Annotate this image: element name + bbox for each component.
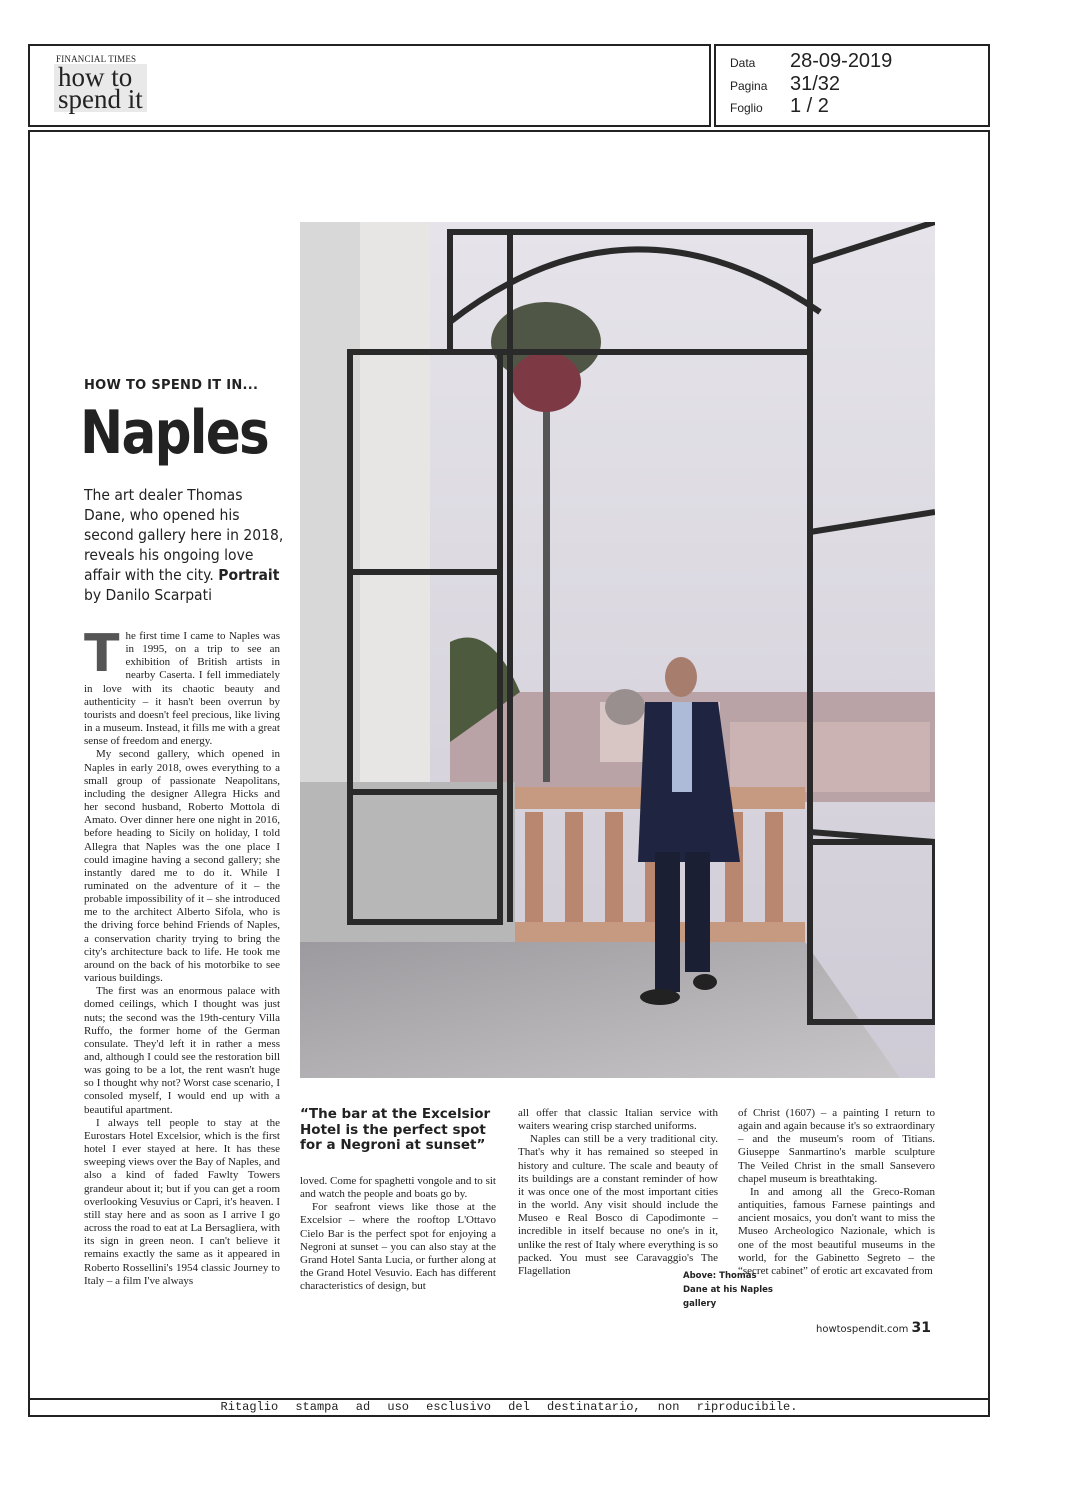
body-column-3	[518, 1107, 718, 1278]
publisher-name: FINANCIAL TIMES	[56, 54, 137, 64]
meta-label: Data	[730, 56, 756, 70]
folio	[816, 1320, 931, 1336]
paragraph: My second gallery, which opened in Naples in early 2018, owes everything to a small group of passionate Neapolitans, including the designer Allegra Hicks and her second husband, Roberto Mottola di Amato. Over dinner here one night in 2016, before heading to Sicily on holiday, I told Allegra that Naples was the one place I could imagine having a second gallery; she instantly dared me to do it. While I ruminated on the adventure of it – the probable impossibility of it – she introduced me to the architect Alberto Sifola, who is the driving force behind Friends of Naples, a conservation charity trying to bring the city's architecture back to life. He took me around on the back of his motorbike to see various buildings.	[84, 748, 280, 985]
clipping-meta-box	[714, 44, 990, 127]
photo-illustration	[300, 222, 935, 1078]
portrait-credit: by Danilo Scarpati	[84, 586, 212, 604]
meta-value: 28-09-2019	[790, 50, 893, 72]
body-column-4	[738, 1107, 935, 1278]
paragraph: he first time I came to Naples was in 1995, on a trip to see an exhibition of British artists in nearby Caserta. I fell immediately in love with its chaotic beauty and authenticity – it hasn't been overrun by tourists and doesn't feel precious, like living in a museum. Instead, it fills me with a great sense of freedom and energy.	[84, 630, 280, 748]
logo-line-1: how to	[58, 62, 133, 92]
body-column-1	[84, 624, 280, 1288]
logo	[54, 64, 147, 112]
folio-page-number: 31	[911, 1320, 931, 1336]
paragraph: loved. Come for spaghetti vongole and to sit and watch the people and boats go by.	[300, 1175, 496, 1201]
pull-quote: “The bar at the Excelsior Hotel is the perfect spot for a Negroni at sunset”	[300, 1106, 491, 1153]
paragraph: For seafront views like those at the Excelsior – where the rooftop L'Ottavo Cielo Bar is the perfect spot for enjoying a Negroni at sunset – you can also stay at the Grand Hotel Santa Lucia, or further along at the Grand Hotel Vesuvio. Each has different characteristics of design, but	[300, 1201, 496, 1293]
article-title: Naples	[80, 398, 269, 468]
photo-caption: Above: Thomas Dane at his Naples gallery	[683, 1271, 773, 1309]
standfirst-text: The art dealer Thomas Dane, who opened his second gallery here in 2018, reveals his ongoing love affair with the city.	[84, 486, 284, 584]
meta-value: 31/32	[790, 73, 841, 95]
logo-line-2: spend it	[58, 84, 143, 114]
standfirst	[84, 485, 284, 605]
portrait-label: Portrait	[218, 566, 280, 584]
folio-site: howtospendit.com	[816, 1324, 909, 1335]
paragraph: all offer that classic Italian service with waiters wearing crisp starched uniforms.	[518, 1107, 718, 1133]
paragraph: I always tell people to stay at the Eurostars Hotel Excelsior, which is the first hotel I ever stayed at here. It has these sweeping views over the Bay of Naples, and also a kind of faded Fawlty Towers grandeur about it; but if you can get a room overlooking Vesuvius or Capri, it's heaven. I still stay here and as soon as I arrive I go across the road to eat at La Bersagliera, with its sign in green neon. I can't believe it remains exactly the same as it appeared in Roberto Rossellini's 1954 classic Journey to Italy – a film I've always	[84, 1116, 280, 1287]
kicker: HOW TO SPEND IT IN...	[84, 378, 259, 393]
meta-label: Foglio	[730, 101, 763, 115]
body-column-2	[300, 1175, 496, 1293]
meta-value: 1 / 2	[790, 95, 829, 117]
clipping-notice: Ritaglio stampa ad uso esclusivo del destinatario, non riproducibile.	[28, 1398, 990, 1417]
paragraph: of Christ (1607) – a painting I return to again and again because it's so extraordinary – and the museum's room of Titians. Giuseppe Sanmartino's marble sculpture The Veiled Christ in the small Sansevero chapel museum is breathtaking.	[738, 1107, 935, 1185]
paragraph: In and among all the Greco-Roman antiquities, famous Farnese paintings and ancient mosaics, you don't want to miss the Museo Archeologico Nazionale, which is one of the most beautiful museums in the world, for the Gabinetto Segreto – the “secret cabinet” of erotic art excavated from	[738, 1185, 935, 1277]
drop-cap: T	[84, 624, 120, 684]
portrait-photo	[300, 222, 935, 1078]
paragraph: The first was an enormous palace with domed ceilings, which I thought was just nuts; the second was the 19th-century Villa Ruffo, the former home of the German consulate. They'd left it in rather a mess and, although I could see the restoration bill was going to be a lot, the rent wasn't huge so I thought why not? Worst case scenario, I consoled myself, I would end up with a beautiful apartment.	[84, 985, 280, 1116]
masthead-box	[28, 44, 711, 127]
paragraph: Naples can still be a very traditional city. That's why it has remained so steeped in history and culture. The scale and beauty of its buildings are a constant reminder of how it was once one of the most important cities in the world. Any visit should include the Museo e Real Bosco di Capodimonte – incredible in itself because no one's in it, unlike the rest of Italy where everything is so packed. You must see Caravaggio's The Flagellation	[518, 1133, 718, 1277]
meta-label: Pagina	[730, 79, 768, 93]
